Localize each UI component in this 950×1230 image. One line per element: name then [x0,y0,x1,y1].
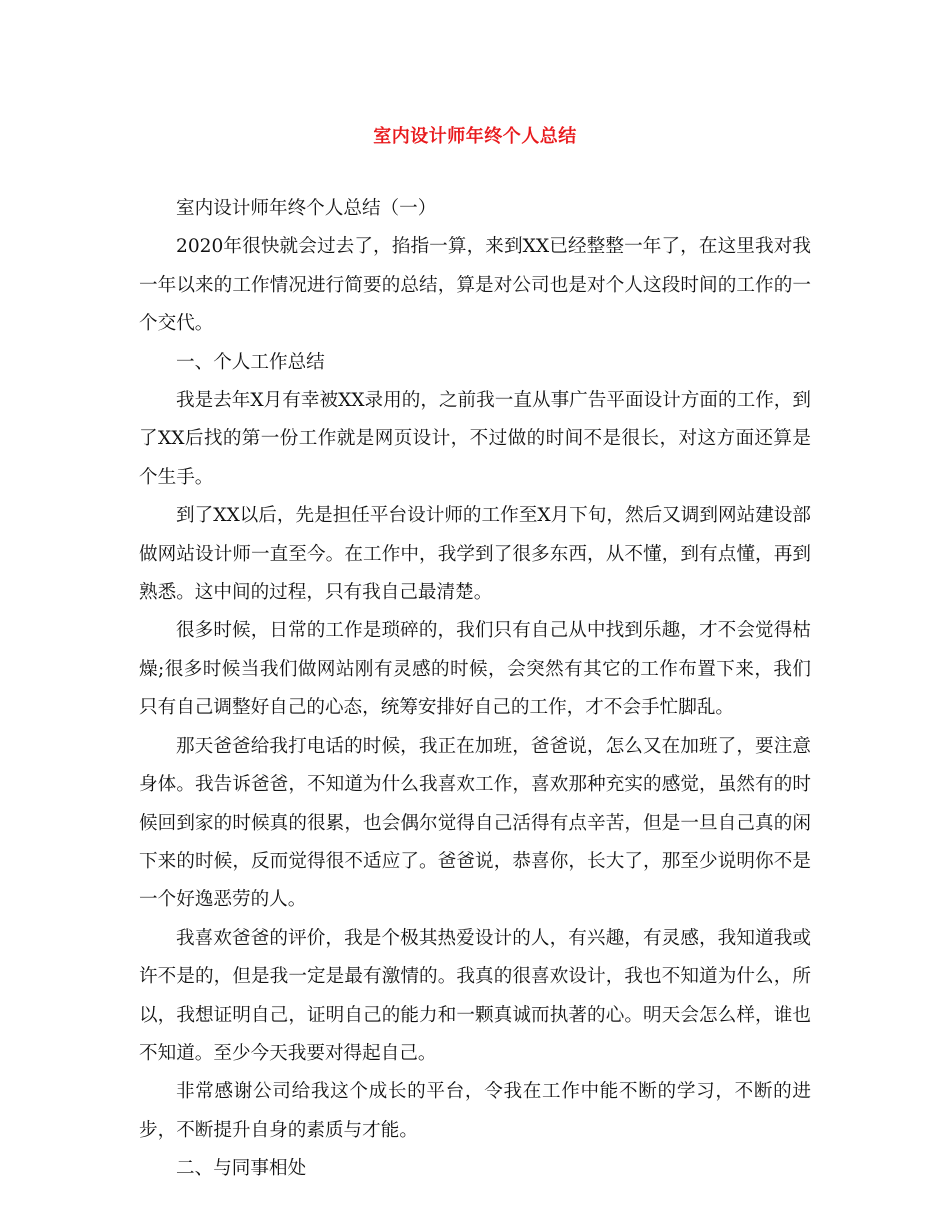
paragraph-thanks: 非常感谢公司给我这个成长的平台，令我在工作中能不断的学习，不断的进步，不断提升自身的素质与才能。 [139,1081,811,1141]
section-heading-part-one: 室内设计师年终个人总结（一） [176,198,437,219]
paragraph-passion: 我喜欢爸爸的评价，我是个极其热爱设计的人，有兴趣，有灵感，我知道我或许不是的，但是我一定是最有激情的。我真的很喜欢设计，我也不知道为什么，所以，我想证明自己，证明自己的能力和一颗真诚而执著的心。明天会怎么样，谁也不知道。至少今天我要对得起自己。 [139,927,811,1064]
document-body [139,190,811,1189]
paragraph-hiring: 我是去年X月有幸被XX录用的，之前我一直从事广告平面设计方面的工作，到了XX后找的第一份工作就是网页设计，不过做的时间不是很长，对这方面还算是个生手。 [139,390,811,488]
paragraph-roles: 到了XX以后，先是担任平台设计师的工作至X月下旬，然后又调到网站建设部做网站设计师一直至今。在工作中，我学到了很多东西，从不懂，到有点懂，再到熟悉。这中间的过程，只有我自己最清楚。 [139,505,811,604]
paragraph-father-call: 那天爸爸给我打电话的时候，我正在加班，爸爸说，怎么又在加班了，要注意身体。我告诉爸爸，不知道为什么我喜欢工作，喜欢那种充实的感觉，虽然有的时候回到家的时候真的很累，也会偶尔觉得自己活得有点辛苦，但是一旦自己真的闲下来的时候，反而觉得很不适应了。爸爸说，恭喜你，长大了，那至少说明你不是一个好逸恶劳的人。 [139,735,811,911]
paragraph-intro: 2020年很快就会过去了，掐指一算，来到XX已经整整一年了，在这里我对我一年以来的工作情况进行简要的总结，算是对公司也是对个人这段时间的工作的一个交代。 [139,236,811,335]
section-heading-colleagues: 二、与同事相处 [176,1158,307,1180]
section-heading-personal-work: 一、个人工作总结 [176,351,325,373]
paragraph-daily-work: 很多时候，日常的工作是琐碎的，我们只有自己从中找到乐趣，才不会觉得枯燥;很多时候当我们做网站刚有灵感的时候，会突然有其它的工作布置下来，我们只有自己调整好自己的心态，统筹安排好自己的工作，才不会手忙脚乱。 [139,620,811,719]
document-title: 室内设计师年终个人总结 [373,126,577,147]
